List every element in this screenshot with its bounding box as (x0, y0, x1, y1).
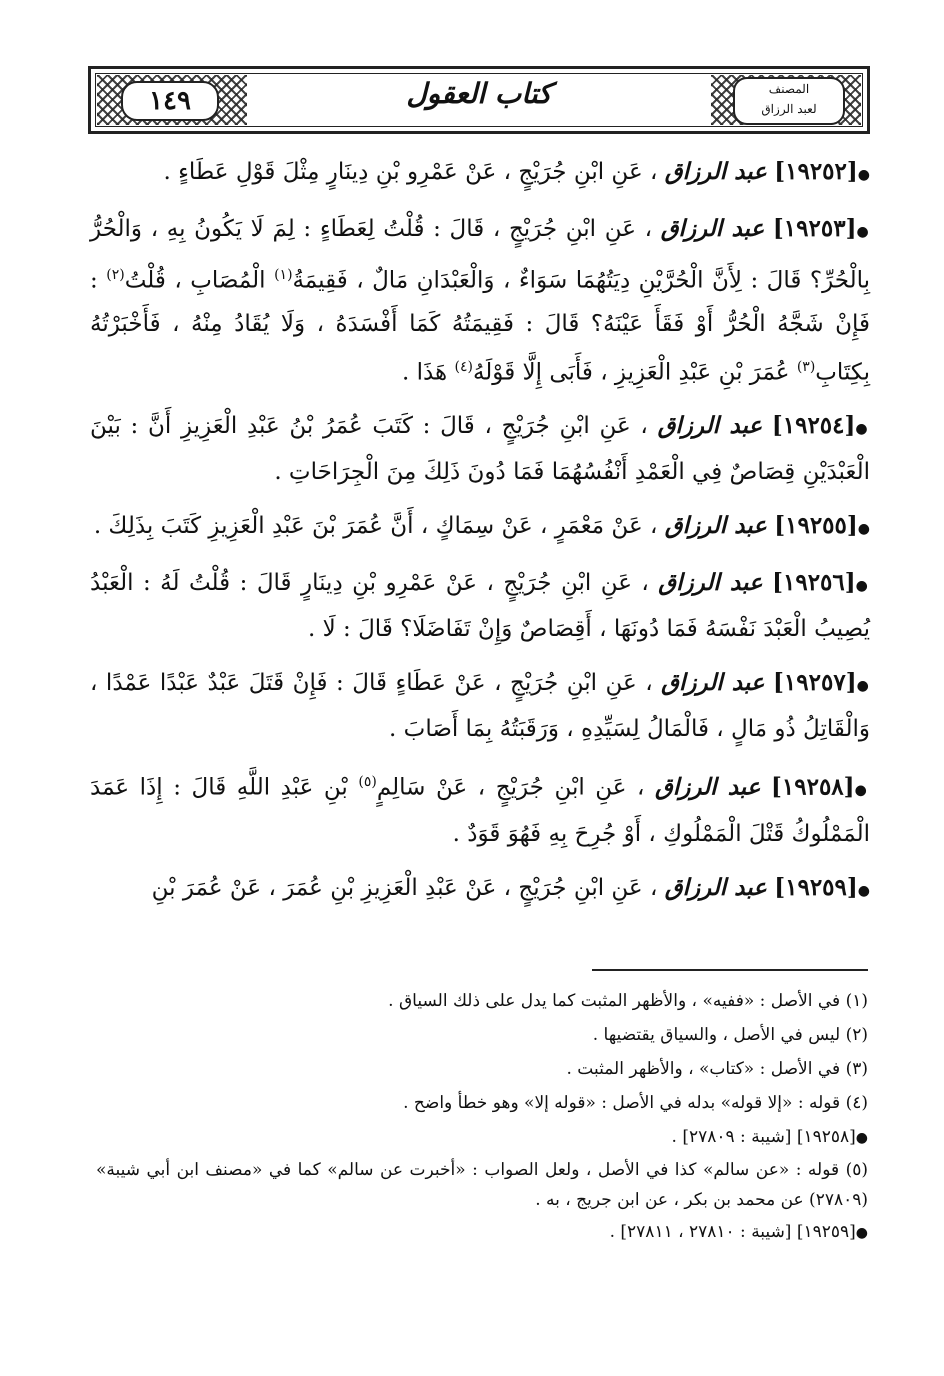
hadith-number: [١٩٢٥٧] (773, 669, 857, 697)
narrator-name: عبد الرزاق (661, 669, 765, 697)
hadith-entry (90, 150, 870, 197)
hadith-entry (90, 661, 870, 751)
hadith-text: هَذَا . (401, 359, 448, 386)
footnote-ref[interactable]: (٥) (358, 774, 377, 791)
logo-line-1: المصنف (768, 82, 810, 96)
source-note (96, 1120, 868, 1155)
hadith-entry (90, 866, 870, 913)
bullet-icon: ● (857, 167, 870, 183)
bullet-icon: ● (855, 1225, 868, 1241)
hadith-text: ، عَنِ ابْنِ جُرَيْجٍ ، قَالَ : قُلْتُ لِعَطَاءٍ : لِمَ لَا يَكُونُ بِهِ ، وَالْحُرُّ بِالْحُرِّ؟ قَالَ : لِأَنَّ الْحُرَّيْنِ دِيَتُهُمَا سَوَاءٌ ، وَالْعَبْدَانِ مَالٌ ، فَقِيمَةُ (90, 216, 871, 294)
narrator-name: عبد الرزاق (664, 158, 767, 185)
footnote-ref[interactable]: (١) (274, 267, 293, 283)
hadith-text: ، عَنِ ابْنِ جُرَيْجٍ ، عَنْ عَبْدِ الْعَزِيزِ بْنِ عُمَرَ ، عَنْ عُمَرَ بْنِ (151, 874, 658, 901)
hadith-text: : فَإِنْ شَجَّهُ الْحُرُّ أَوْ فَقَأَ عَيْنَهُ؟ قَالَ : فَقِيمَتُهُ كَمَا أَفْسَدَهُ ، وَلَا يُقَادُ مِنْهُ ، فَأَخْبَرْتُهُ بِكِتَابِ (90, 267, 870, 386)
hadith-text: ، عَنِ ابْنِ جُرَيْجٍ ، عَنْ سَالِمٍ (376, 774, 645, 801)
footnote-ref[interactable]: (٣) (796, 358, 816, 375)
narrator-name: عبد الرزاق (664, 512, 767, 540)
bullet-icon: ● (855, 578, 871, 595)
bullet-icon: ● (856, 224, 871, 240)
footnote: (٤) قوله : «إلا قوله» بدله في الأصل : «قوله إلا» وهو خطأ واضح . (403, 1093, 868, 1113)
footnote: (٥) قوله : «عن سالم» كذا في الأصل ، ولعل الصواب : «أخبرت عن سالم» كما في «مصنف ابن أبي شيبة» (٢٧٨٠٩) عن محمد بن بكر ، عن ابن جريج ، به . (96, 1160, 868, 1210)
narrator-name: عبد الرزاق (655, 773, 761, 801)
hadith-text: ، عَنْ مَعْمَرٍ ، عَنْ سِمَاكٍ ، أَنَّ عُمَرَ بْنَ عَبْدِ الْعَزِيزِ كَتَبَ بِذَلِكَ . (93, 513, 658, 540)
hadith-entry (90, 207, 870, 394)
bullet-icon: ● (854, 782, 871, 799)
footnote: (٣) في الأصل : «كتاب» ، والأظهر المثبت . (566, 1059, 868, 1079)
hadith-text: الْمُصَابِ ، قُلْتُ (124, 267, 266, 294)
hadith-text: بْنِ عَبْدِ اللَّهِ قَالَ : إِذَا عَمَدَ الْمَمْلُوكُ قَتْلَ الْمَمْلُوكِ ، أَوْ جُرِحَ بِهِ فَهُوَ قَوَدٌ . (90, 774, 870, 847)
running-header (88, 66, 870, 134)
footnote: (٢) ليس في الأصل ، والسياق يقتضيها . (592, 1025, 868, 1045)
hadith-text: ، عَنِ ابْنِ جُرَيْجٍ ، عَنْ عَمْرِو بْنِ دِينَارٍ مِثْلَ قَوْلِ عَطَاءٍ . (163, 159, 658, 185)
footnote-ref[interactable]: (٢) (106, 267, 125, 283)
bullet-icon: ● (855, 1130, 868, 1146)
logo-line-2: لعبد الرزاق (761, 102, 817, 116)
footnotes (96, 984, 868, 1250)
hadith-text: ، عَنِ ابْنِ جُرَيْجٍ ، عَنْ عَمْرِو بْنِ دِينَارٍ قَالَ : قُلْتُ لَهُ : الْعَبْدُ يُصِيبُ الْعَبْدَ نَفْسَهُ فَمَا دُونَهَا ، أَقِصَاصٌ وَإِنْ تَفَاضَلَا؟ قَالَ : لَا . (90, 570, 870, 643)
page-number: ١٤٩ (121, 81, 219, 121)
narrator-name: عبد الرزاق (658, 569, 763, 597)
narrator-name: عبد الرزاق (664, 873, 767, 901)
hadith-text: ، عَنِ ابْنِ جُرَيْجٍ ، عَنْ عَطَاءٍ قَالَ : فَإِنْ قَتَلَ عَبْدٌ عَبْدًا عَمْدًا ، وَالْقَاتِلُ ذُو مَالٍ ، فَالْمَالُ لِسَيِّدِهِ ، وَرَقَبَتُهُ بِمَا أَصَابَ . (90, 670, 870, 743)
book-title: كتاب العقول (406, 77, 552, 110)
bullet-icon: ● (857, 882, 870, 899)
bullet-icon: ● (855, 421, 871, 438)
hadith-number: [١٩٢٥٩] (774, 873, 858, 901)
hadith-entry (90, 761, 870, 856)
hadith-entry (90, 504, 870, 551)
bullet-icon: ● (856, 678, 870, 695)
footnote-divider (592, 969, 868, 971)
hadith-text: ، عَنِ ابْنِ جُرَيْجٍ ، قَالَ : كَتَبَ عُمَرُ بْنُ عَبْدِ الْعَزِيزِ أَنَّ : بَيْنَ الْعَبْدَيْنِ قِصَاصٌ فِي الْعَمْدِ أَنْفُسُهُمَا فَمَا دُونَ ذَلِكَ مِنَ الْجِرَاحَاتِ . (90, 413, 870, 486)
hadith-text: عُمَرَ بْنِ عَبْدِ الْعَزِيزِ ، فَأَبَى إِلَّا قَوْلَهُ (472, 359, 790, 386)
bullet-icon: ● (857, 521, 870, 538)
source-reference: [١٩٢٥٩] [شيبة : ٢٧٨١٠ ، ٢٧٨١١] . (609, 1222, 856, 1242)
book-logo (733, 77, 845, 125)
narrator-name: عبد الرزاق (657, 412, 763, 440)
hadith-entry (90, 404, 870, 494)
source-reference: [١٩٢٥٨] [شيبة : ٢٧٨٠٩] . (671, 1127, 856, 1147)
hadith-number: [١٩٢٥٣] (772, 215, 857, 242)
footnote-ref[interactable]: (٤) (454, 358, 473, 375)
hadith-entry (90, 561, 870, 651)
footnote: (١) في الأصل : «ففيه» ، والأظهر المثبت كما يدل على ذلك السياق . (388, 991, 868, 1011)
hadith-number: [١٩٢٥٤] (771, 412, 856, 440)
hadith-number: [١٩٢٥٢] (774, 158, 858, 185)
hadith-number: [١٩٢٥٦] (772, 569, 856, 597)
source-note (96, 1215, 868, 1250)
narrator-name: عبد الرزاق (660, 215, 765, 242)
hadith-number: [١٩٢٥٥] (774, 512, 858, 540)
hadith-number: [١٩٢٥٨] (771, 773, 855, 801)
main-text (90, 150, 870, 923)
